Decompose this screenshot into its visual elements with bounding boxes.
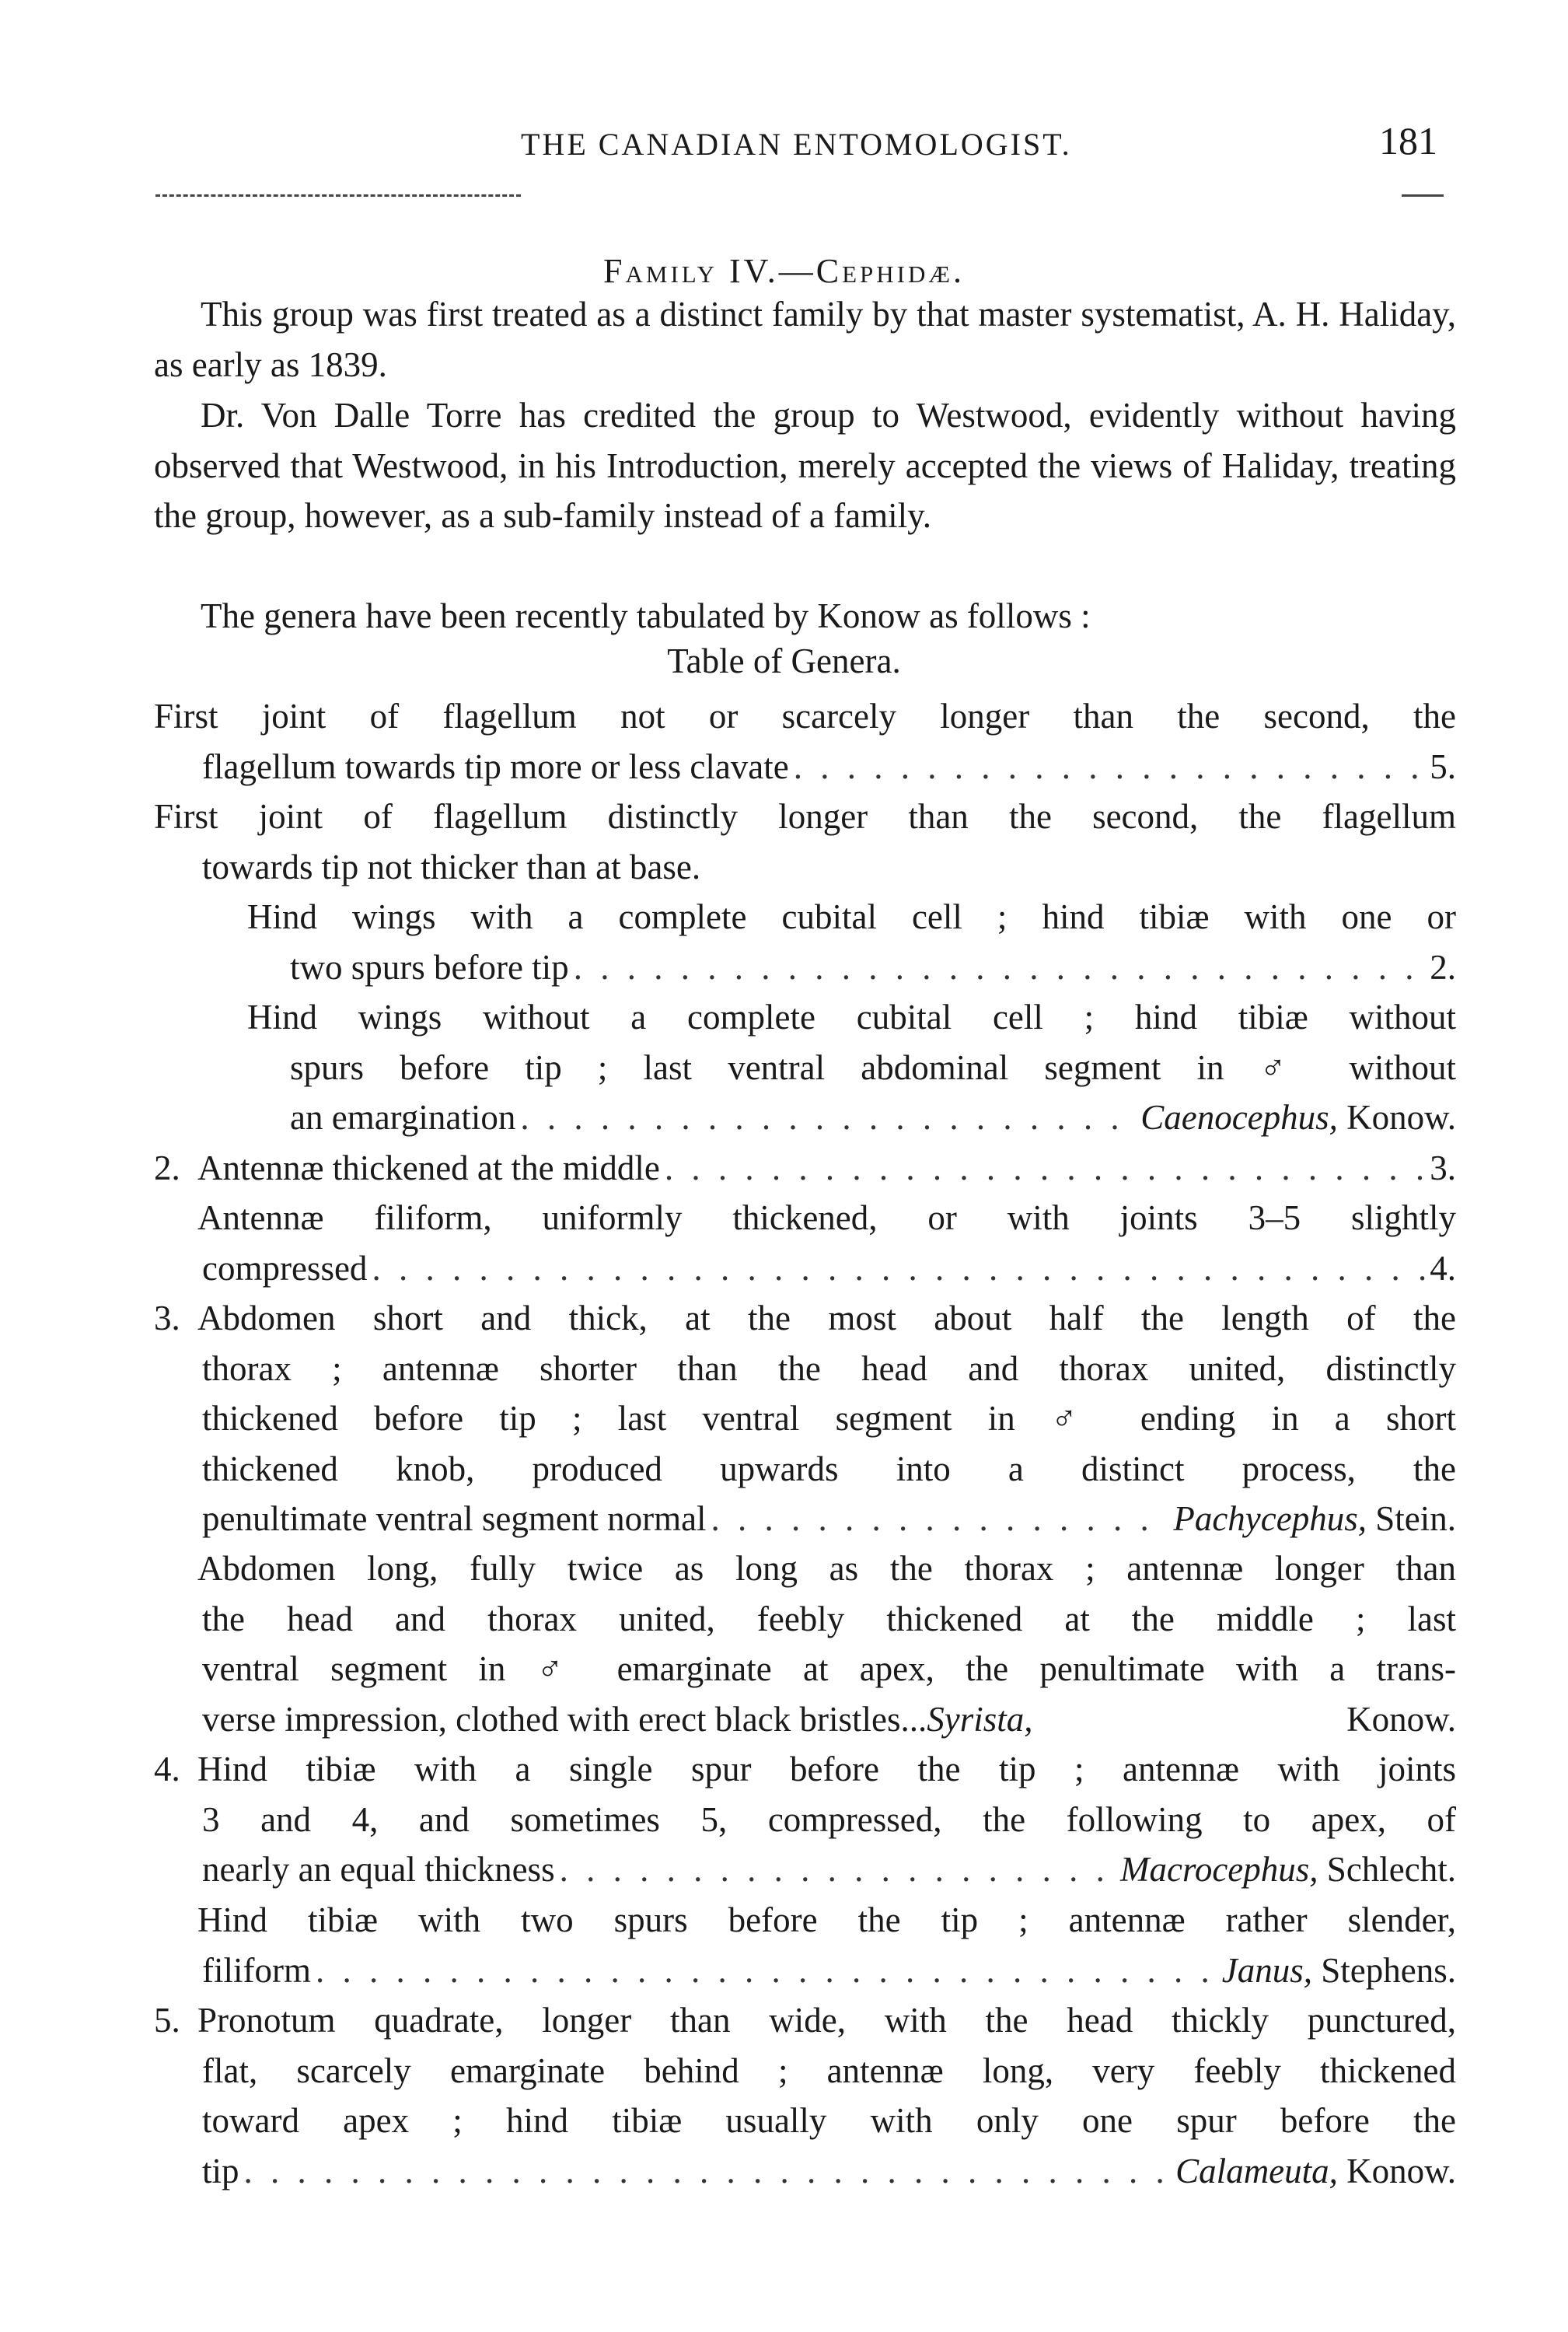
genus-name: Syrista,: [927, 1699, 1033, 1739]
dot-leader: [372, 1243, 1425, 1294]
key-entry: [247, 892, 1456, 992]
key-line: First joint of flagellum distinctly longer than the second, the flagellum: [154, 797, 1456, 836]
key-line: Hind wings without a complete cubital cell ; hind tibiæ without: [247, 998, 1456, 1037]
key-line: an emargination: [290, 1098, 516, 1137]
paragraph-intro: This group was first treated as a distinct family by that master systematist, A. H. Haliday, as early as 1839.: [154, 295, 1456, 384]
family-heading: Family IV.—Cephidæ.: [603, 252, 965, 290]
dot-leader: [665, 1143, 1425, 1194]
key-line: flagellum towards tip more or less clavate: [202, 746, 789, 786]
dot-leader: [520, 1093, 1136, 1143]
genus-author: Konow.: [1346, 2151, 1456, 2190]
dot-leader: [794, 742, 1425, 792]
key-entry: [154, 792, 1456, 892]
key-line: filiform: [202, 1950, 311, 1990]
key-reference: 5.: [1430, 746, 1456, 786]
genus-name: Calameuta,: [1175, 2151, 1338, 2190]
key-number: 4.: [154, 1750, 180, 1788]
key-line: nearly an equal thickness: [202, 1850, 555, 1889]
key-line: flat, scarcely emarginate behind ; antennæ long, very feebly thickened: [202, 2051, 1456, 2090]
key-number: 2.: [154, 1149, 180, 1187]
paragraph-genera: The genera have been recently tabulated by Konow as follows :: [201, 596, 1091, 635]
running-title: THE CANADIAN ENTOMOLOGIST.: [521, 127, 1072, 162]
genus-name: Pachycephus,: [1173, 1499, 1367, 1538]
key-line: Abdomen short and thick, at the most about half the length of the: [197, 1299, 1456, 1337]
key-number: 3.: [154, 1299, 180, 1337]
key-reference: 2.: [1430, 947, 1456, 987]
key-entry: [197, 1193, 1456, 1293]
page-header: [155, 119, 1451, 180]
key-reference: 3.: [1430, 1149, 1456, 1187]
key-line: thickened before tip ; last ventral segment in ♂ ending in a short: [202, 1399, 1456, 1438]
genus-name: Caenocephus,: [1140, 1098, 1338, 1137]
key-entry: [154, 1293, 1456, 1544]
key-entry: [154, 691, 1456, 792]
key-line: two spurs before tip: [290, 947, 569, 987]
key-line: verse impression, clothed with erect black bristles...: [202, 1699, 927, 1739]
key-line: Hind tibiæ with two spurs before the tip ; antennæ rather slender,: [197, 1900, 1456, 1939]
header-rule-right: [1402, 194, 1444, 197]
key-line: thorax ; antennæ shorter than the head and thorax united, distinctly: [202, 1348, 1456, 1388]
key-entry: [247, 992, 1456, 1143]
header-rule-left: [155, 194, 521, 197]
key-line: First joint of flagellum not or scarcely longer than the second, the: [154, 697, 1456, 736]
dot-leader: [316, 1946, 1217, 1996]
genus-author: Stephens.: [1321, 1950, 1456, 1990]
key-line: Pronotum quadrate, longer than wide, with the head thickly punctured,: [197, 2001, 1456, 2040]
genus-author: Konow.: [1346, 1098, 1456, 1137]
key-line: toward apex ; hind tibiæ usually with only one spur before the: [202, 2101, 1456, 2140]
page-number: 181: [1379, 119, 1437, 163]
dot-leader: [560, 1844, 1116, 1895]
key-entry: [197, 1544, 1456, 1744]
key-line: ventral segment in ♂ emarginate at apex, the penultimate with a trans-: [202, 1649, 1456, 1688]
dot-leader: [711, 1494, 1169, 1544]
key-line: compressed: [202, 1248, 368, 1288]
key-number: 5.: [154, 2001, 180, 2040]
dot-leader: [574, 942, 1426, 993]
key-line: Antennæ filiform, uniformly thickened, or with joints 3–5 slightly: [197, 1198, 1456, 1237]
table-title: Table of Genera.: [667, 642, 901, 680]
genus-author: Stein.: [1375, 1499, 1456, 1538]
key-line: penultimate ventral segment normal: [202, 1499, 707, 1538]
key-entry: [154, 1744, 1456, 1895]
key-entry: [197, 1895, 1456, 1995]
key-line: Hind wings with a complete cubital cell ; hind tibiæ with one or: [247, 897, 1456, 936]
genus-name: Macrocephus,: [1120, 1850, 1318, 1889]
genus-author: Schlecht.: [1326, 1850, 1456, 1889]
key-line: thickened knob, produced upwards into a distinct process, the: [202, 1449, 1456, 1488]
key-entry: [154, 1143, 1456, 1194]
key-line: Antennæ thickened at the middle: [197, 1149, 660, 1187]
key-reference: 4.: [1430, 1248, 1456, 1288]
key-line: towards tip not thicker than at base.: [202, 847, 701, 886]
key-line: spurs before tip ; last ventral abdominal segment in ♂ without: [290, 1047, 1456, 1087]
key-line: 3 and 4, and sometimes 5, compressed, the following to apex, of: [202, 1799, 1456, 1839]
key-line: tip: [202, 2151, 239, 2190]
genus-author: Konow.: [1346, 1699, 1456, 1739]
key-line: Abdomen long, fully twice as long as the thorax ; antennæ longer than: [197, 1549, 1456, 1588]
dot-leader: [244, 2146, 1172, 2197]
key-entry: [154, 1995, 1456, 2196]
key-line: the head and thorax united, feebly thickened at the middle ; last: [202, 1599, 1456, 1638]
key-line: Hind tibiæ with a single spur before the tip ; antennæ with joints: [197, 1750, 1456, 1788]
genus-name: Janus,: [1221, 1950, 1312, 1990]
paragraph-dalle-torre: Dr. Von Dalle Torre has credited the group to Westwood, evidently without having observed that Westwood, in his Introduction, merely accepted the views of Haliday, treating the group, however, as a sub-family instead of a family.: [154, 396, 1456, 535]
